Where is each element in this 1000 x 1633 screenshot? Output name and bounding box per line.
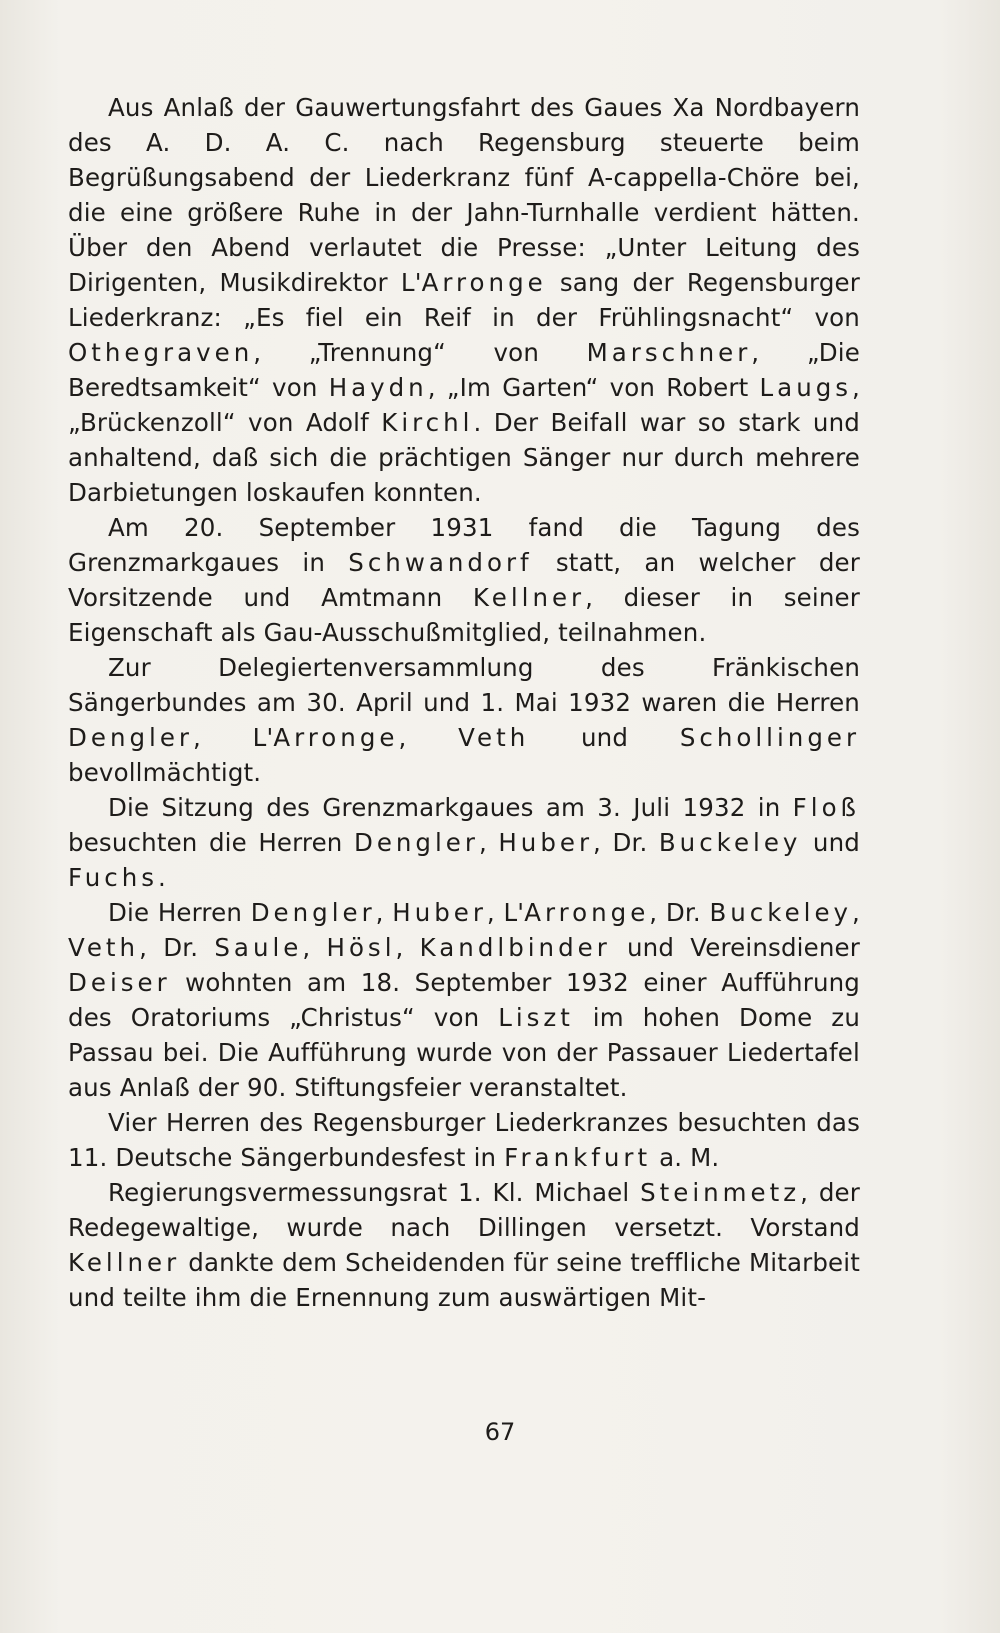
- text-run: ,: [302, 933, 327, 962]
- paragraph: [68, 510, 860, 650]
- spaced-name: Arronge: [421, 268, 547, 297]
- spaced-name: Laugs: [759, 373, 853, 402]
- paragraph: [68, 790, 860, 895]
- spaced-name: Veth: [458, 723, 530, 752]
- text-run: Aus Anlaß der Gauwertungsfahrt des Gaues Xa Nordbayern des A. D. A. C. nach Regensburg steuerte beim Begrüßungsabend der Liederkranz fünf A-cappella-Chöre bei, die eine größere Ruhe in der Jahn-Turnhalle verdient hätten. Über den Abend verlautet die Presse: „Unter Leitung des Dirigenten, Musikdirektor L': [68, 93, 860, 297]
- text-run: , „Trennung“ von: [253, 338, 587, 367]
- text-run: besuchten die Herren: [68, 828, 354, 857]
- spaced-name: Kellner: [472, 583, 586, 612]
- text-run: sang der Regensburger Liederkranz: „Es fiel ein Reif in der Frühlingsnacht“ von: [68, 268, 860, 332]
- text-run: im hohen Dome zu Passau bei. Die Aufführung wurde von der Passauer Liedertafel aus Anlaß der 90. Stiftungsfeier veranstaltet.: [68, 1003, 860, 1102]
- text-run: . Der Beifall war so stark und anhaltend, daß sich die prächtigen Sänger nur durch mehrere Darbietungen loskaufen konnten.: [68, 408, 860, 507]
- spaced-name: Buckeley: [658, 828, 802, 857]
- paragraph: [68, 90, 860, 510]
- text-run: , „Im Garten“ von Robert: [427, 373, 760, 402]
- spaced-name: Kandlbinder: [419, 933, 611, 962]
- text-run: , dieser in seiner Eigenschaft als Gau-Ausschußmitglied, teilnahmen.: [68, 583, 860, 647]
- text-run: wohnten am 18. September 1932 einer Aufführung des Oratoriums „Christus“ von: [68, 968, 860, 1032]
- paragraph: [68, 895, 860, 1105]
- spaced-name: Kellner: [68, 1248, 181, 1277]
- spaced-name: Huber: [498, 828, 594, 857]
- text-run: , Dr.: [139, 933, 215, 962]
- spaced-name: Schwandorf: [348, 548, 533, 577]
- text-run: .: [158, 863, 166, 892]
- page-number: 67: [484, 1418, 516, 1446]
- text-run: ,: [852, 898, 860, 927]
- text-run: Vier Herren des Regensburger Liederkranzes besuchten das 11. Deutsche Sängerbundesfest in: [68, 1108, 860, 1172]
- text-run: Die Sitzung des Grenzmarkgaues am 3. Juli 1932 in: [108, 793, 793, 822]
- text-run: dankte dem Scheidenden für seine treffliche Mitarbeit und teilte ihm die Ernennung zum auswärtigen Mit-: [68, 1248, 860, 1312]
- spaced-name: Dengler: [68, 723, 193, 752]
- spaced-name: Schollinger: [679, 723, 861, 752]
- spaced-name: Haydn: [328, 373, 428, 402]
- spaced-name: Deiser: [68, 968, 171, 997]
- text-run: statt, an welcher der Vorsitzende und Amtmann: [68, 548, 861, 612]
- text-run: Die Herren: [108, 898, 251, 927]
- spaced-name: Arronge: [524, 898, 650, 927]
- spaced-name: Fuchs: [68, 863, 159, 892]
- spaced-name: Arronge: [273, 723, 399, 752]
- text-run: , L': [486, 898, 525, 927]
- text-run: Am 20. September 1931 fand die Tagung des Grenzmarkgaues in: [68, 513, 860, 577]
- spaced-name: Floß: [792, 793, 860, 822]
- spaced-name: Othegraven: [68, 338, 254, 367]
- text-run: und: [801, 828, 860, 857]
- body-text: [68, 90, 860, 1315]
- spaced-name: Veth: [68, 933, 140, 962]
- spaced-name: Saule: [214, 933, 303, 962]
- text-run: , der Redegewaltige, wurde nach Dillingen versetzt. Vorstand: [68, 1178, 860, 1242]
- spaced-name: Dengler: [250, 898, 376, 927]
- text-run: , L': [192, 723, 274, 752]
- spaced-name: Liszt: [498, 1003, 574, 1032]
- spaced-name: Buckeley: [709, 898, 853, 927]
- text-run: a. M.: [651, 1143, 720, 1172]
- paragraph: [68, 1175, 860, 1315]
- spaced-name: Dengler: [353, 828, 479, 857]
- paragraph: [68, 650, 860, 790]
- text-run: Zur Delegiertenversammlung des Fränkischen Sängerbundes am 30. April und 1. Mai 1932 waren die Herren: [68, 653, 860, 717]
- text-run: , Dr.: [649, 898, 710, 927]
- spaced-name: Hösl: [326, 933, 396, 962]
- text-run: , „Die Beredtsamkeit“ von: [68, 338, 860, 402]
- text-run: ,: [375, 898, 393, 927]
- spaced-name: Kirchl: [381, 408, 474, 437]
- spaced-name: Steinmetz: [640, 1178, 801, 1207]
- text-run: und: [529, 723, 680, 752]
- spaced-name: Frankfurt: [504, 1143, 652, 1172]
- text-run: und Vereinsdiener: [610, 933, 860, 962]
- spaced-name: Huber: [392, 898, 487, 927]
- text-run: , Dr.: [593, 828, 659, 857]
- text-run: ,: [398, 723, 459, 752]
- text-run: Regierungsvermessungsrat 1. Kl. Michael: [108, 1178, 641, 1207]
- text-run: , „Brückenzoll“ von Adolf: [68, 373, 860, 437]
- spaced-name: Marschner: [586, 338, 752, 367]
- paragraph: [68, 1105, 860, 1175]
- text-run: ,: [395, 933, 420, 962]
- text-run: ,: [478, 828, 499, 857]
- text-run: bevollmächtigt.: [68, 758, 262, 787]
